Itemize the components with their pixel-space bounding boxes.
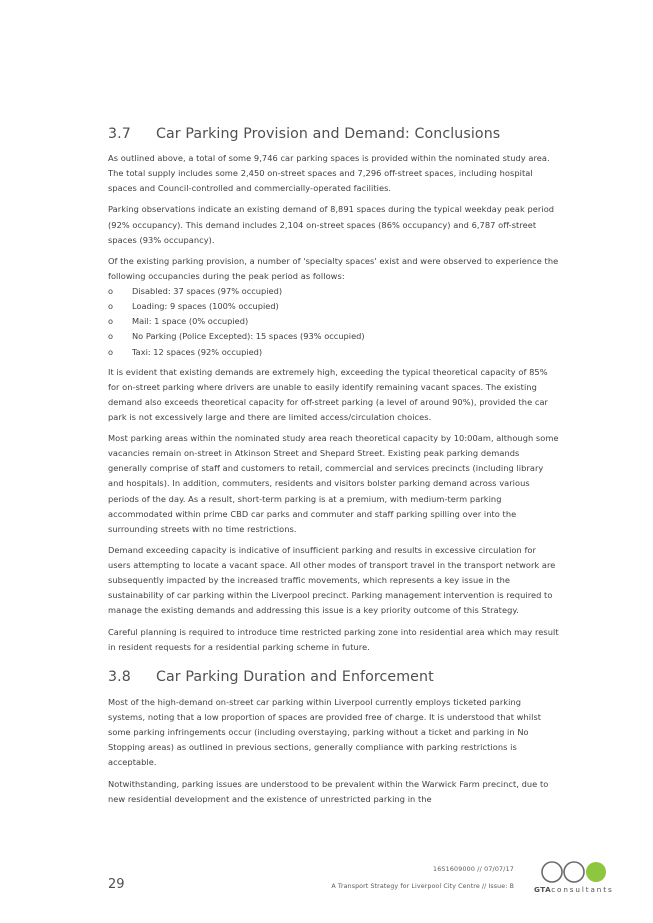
list-item-text: Loading: 9 spaces (100% occupied): [132, 301, 279, 312]
list-item: [108, 345, 560, 360]
specialty-spaces-list: [108, 284, 560, 359]
list-item-text: Taxi: 12 spaces (92% occupied): [132, 346, 263, 357]
list-item: [108, 329, 560, 344]
list-item: [108, 299, 560, 314]
bullet-marker: o: [108, 286, 114, 297]
list-item-text: Mail: 1 space (0% occupied): [132, 316, 249, 327]
section-heading-3-8: [108, 667, 560, 687]
document-title: A Transport Strategy for Liverpool City Centre // Issue: B: [331, 883, 514, 890]
section-title: Car Parking Provision and Demand: Conclusions: [156, 126, 501, 142]
paragraph: Demand exceeding capacity is indicative of insufficient parking and results in excessive circulation for users attempting to locate a vacant space. All other modes of transport travel in the transport network are subsequently impacted by the increased traffic movements, which represents a key issue in the sustainability of car parking within the Liverpool precinct. Parking management intervention is required to manage the existing demands and addressing this issue is a key priority outcome of this Strategy.: [108, 545, 556, 616]
logo-text-rest: consultants: [551, 885, 614, 894]
paragraph: It is evident that existing demands are extremely high, exceeding the typical theoretical capacity of 85% for on-street parking where drivers are unable to easily identify remaining vacant spaces. The existing demand also exceeds theoretical capacity for off-street parking (a level of around 90%), provided the car park is not excessively large and there are limited access/circulation choices.: [108, 366, 548, 422]
logo-text-bold: GTA: [534, 885, 552, 894]
paragraph: Most of the high-demand on-street car parking within Liverpool currently employs ticketed parking systems, noting that a low proportion of spaces are provided free of charge. It is understood that whilst some parking infringements occur (including overstaying, parking without a ticket and parking in No Stopping areas) as outlined in previous sections, generally compliance with parking restrictions is acceptable.: [108, 696, 542, 768]
paragraph: Notwithstanding, parking issues are understood to be prevalent within the Warwick Farm precinct, due to new residential development and the existence of unrestricted parking in the: [108, 778, 549, 804]
section-number: 3.7: [108, 126, 131, 142]
list-item: [108, 284, 560, 299]
document-reference: 16S1609000 // 07/07/17: [433, 866, 514, 873]
bullet-marker: o: [108, 346, 114, 357]
section-number: 3.8: [108, 668, 131, 685]
paragraph: Careful planning is required to introduce time restricted parking zone into residential area which may result in resident requests for a residential parking scheme in future.: [108, 626, 559, 652]
page-content: [108, 124, 560, 813]
list-item-text: No Parking (Police Excepted): 15 spaces (93% occupied): [132, 331, 365, 342]
section-heading-3-7: [108, 124, 560, 144]
paragraph: Of the existing parking provision, a number of 'specialty spaces' exist and were observed to experience the following occupancies during the peak period as follows:: [108, 255, 559, 282]
page-number: 29: [108, 877, 125, 892]
list-item-text: Disabled: 37 spaces (97% occupied): [132, 286, 283, 297]
bullet-marker: o: [108, 316, 114, 327]
paragraph: Parking observations indicate an existing demand of 8,891 spaces during the typical weekday peak period (92% occupancy). This demand includes 2,104 on-street spaces (86% occupancy) and 6,787 off-street spaces (93% occupancy).: [108, 204, 555, 245]
bullet-marker: o: [108, 301, 114, 312]
section-title: Car Parking Duration and Enforcement: [156, 668, 434, 685]
paragraph: As outlined above, a total of some 9,746 car parking spaces is provided within the nominated study area. The total supply includes some 2,450 on-street spaces and 7,296 off-street spaces, including hospital spaces and Council-controlled and commercially-operated facilities.: [108, 153, 550, 194]
bullet-marker: o: [108, 331, 114, 342]
list-item: [108, 314, 560, 329]
logo-wordmark: [534, 885, 614, 894]
paragraph: Most parking areas within the nominated study area reach theoretical capacity by 10:00am, although some vacancies remain on-street in Atkinson Street and Shepard Street. Existing peak parking demands generally comprise of staff and customers to retail, commercial and services precincts (including library and hospitals). In addition, commuters, residents and visitors bolster parking demand across various periods of the day. As a result, short-term parking is at a premium, with medium-term parking accommodated within prime CBD car parks and commuter and staff parking spilling over into the surrounding streets with no time restrictions.: [108, 433, 559, 534]
